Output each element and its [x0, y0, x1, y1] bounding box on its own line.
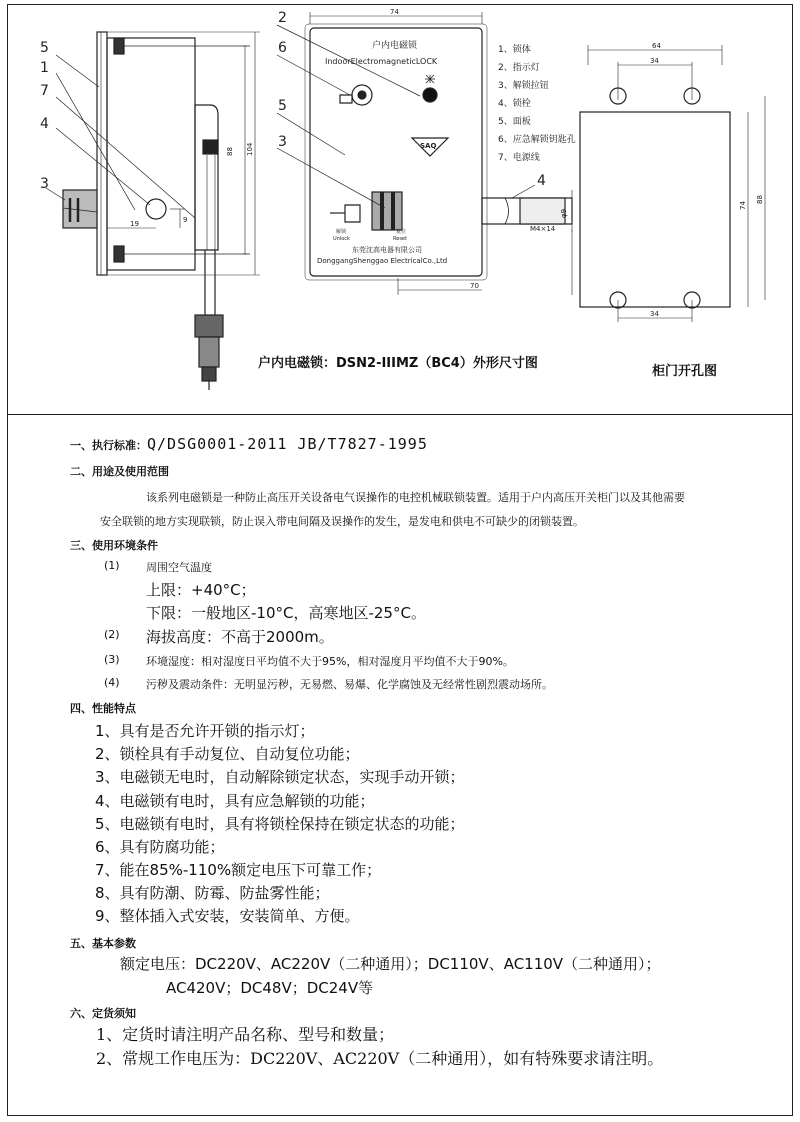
feature-item: 7、能在85%-110%额定电压下可靠工作； [95, 861, 382, 879]
env-item-num: (1) [104, 559, 120, 572]
callout-1: 1 [40, 60, 49, 76]
dim-74-cutout: 74 [739, 201, 747, 210]
logo-text: SAQ [420, 142, 437, 150]
dim-19: 19 [130, 220, 139, 228]
dim-88-side: 88 [226, 147, 234, 156]
caption-dimensions: 户内电磁锁：DSN2-IIIMZ（BC4）外形尺寸图 [258, 356, 538, 371]
dim-phi9: φ9 [560, 208, 568, 218]
caption-cutout: 柜门开孔图 [652, 364, 718, 379]
usage-line-1: 该系列电磁锁是一种防止高压开关设备电气误操作的电控机械联锁装置。适用于户内高压开关柜门以及其他需要 [146, 491, 685, 504]
side-cable-connector [195, 315, 223, 337]
door-cutout [580, 112, 730, 307]
order-note-2: 2、常规工作电压为：DC220V、AC220V（二种通用），如有特殊要求请注明。 [96, 1049, 664, 1068]
panel-title-cn: 户内电磁锁 [372, 41, 418, 51]
callout-3-front: 3 [278, 134, 287, 150]
voltage-line-2: AC420V；DC48V；DC24V等 [166, 979, 374, 997]
side-cover [195, 105, 218, 250]
maker-cn: 东莞沈高电器有限公司 [352, 246, 422, 254]
side-lock-body [107, 38, 195, 270]
voltage-line-1: 额定电压：DC220V、AC220V（二种通用）；DC110V、AC110V（二种通用）； [120, 955, 661, 973]
side-screw-top [114, 38, 124, 54]
callout-4: 4 [40, 116, 49, 132]
section-divider [7, 414, 793, 415]
env-item-text: 下限：一般地区-10°C，高寒地区-25°C。 [146, 604, 426, 622]
section-2-title: 二、用途及使用范围 [70, 465, 169, 478]
indicator-light [423, 88, 437, 102]
section-6-title: 六、定货须知 [70, 1007, 136, 1020]
panel-title-en: IndoorElectromagneticLOCK [325, 57, 438, 66]
feature-item: 1、具有是否允许开锁的指示灯； [95, 722, 315, 740]
dim-104-side: 104 [246, 142, 254, 156]
section-1-title: 一、执行标准： [70, 439, 147, 452]
env-item-num: (4) [104, 676, 120, 689]
reset-label-cn: 复位 [396, 229, 407, 235]
dim-m4: M4×14 [530, 225, 556, 233]
legend-4: 4、锁栓 [498, 99, 531, 109]
env-item-text: 周围空气温度 [146, 561, 212, 574]
usage-line-2: 安全联锁的地方实现联锁，防止误入带电间隔及误操作的发生，是发电和供电不可缺少的闭锁装置。 [100, 515, 584, 528]
dim-70: 70 [470, 282, 479, 290]
dim-74-top: 74 [390, 8, 399, 16]
dim-34-top: 34 [650, 57, 659, 65]
env-item-num: (3) [104, 653, 120, 666]
callout-5-front: 5 [278, 98, 287, 114]
feature-item: 2、锁栓具有手动复位、自动复位功能； [95, 745, 360, 763]
order-note-1: 1、定货时请注明产品名称、型号和数量； [96, 1025, 395, 1044]
dim-64: 64 [652, 42, 661, 50]
callout-4-front: 4 [537, 173, 546, 189]
side-lock-bolt [146, 199, 166, 219]
standard-line [70, 434, 428, 453]
legend-6: 6、应急解锁钥匙孔 [498, 135, 576, 145]
reset-label-en: Reset [393, 236, 407, 242]
feature-item: 6、具有防腐功能； [95, 838, 225, 856]
maker-en: DonggangShenggao ElectricalCo.,Ltd [317, 257, 448, 265]
dim-34-bottom: 34 [650, 310, 659, 318]
feature-item: 8、具有防潮、防霉、防盐雾性能； [95, 884, 330, 902]
legend-1: 1、锁体 [498, 45, 531, 55]
callout-7: 7 [40, 83, 49, 99]
env-item-text: 上限：+40°C； [146, 581, 256, 599]
unlock-knob [372, 192, 402, 230]
section-4-title: 四、性能特点 [70, 702, 136, 715]
unlock-label-cn: 解锁 [336, 229, 347, 235]
legend-5: 5、面板 [498, 117, 531, 127]
callout-5: 5 [40, 40, 49, 56]
dim-9: 9 [183, 216, 188, 224]
env-item-num: (2) [104, 628, 120, 641]
feature-item: 5、电磁锁有电时，具有将锁栓保持在锁定状态的功能； [95, 815, 465, 833]
feature-item: 3、电磁锁无电时，自动解除锁定状态，实现手动开锁； [95, 768, 465, 786]
dim-88-cutout: 88 [756, 195, 764, 204]
env-item-text: 污秽及震动条件：无明显污秽，无易燃、易爆、化学腐蚀及无经常性剧烈震动场所。 [146, 678, 553, 691]
env-item-text: 海拔高度：不高于2000m。 [146, 628, 334, 646]
feature-item: 4、电磁锁有电时，具有应急解锁的功能； [95, 792, 375, 810]
feature-item: 9、整体插入式安装，安装简单、方便。 [95, 907, 360, 925]
callout-3: 3 [40, 176, 49, 192]
side-panel-plate [97, 32, 107, 275]
callout-2-front: 2 [278, 10, 287, 26]
section-3-title: 三、使用环境条件 [70, 539, 158, 552]
env-item-text: 环境湿度：相对湿度日平均值不大于95%，相对湿度月平均值不大于90%。 [146, 655, 514, 668]
standard-value: Q/DSG0001-2011 JB/T7827-1995 [147, 435, 428, 453]
legend-7: 7、电源线 [498, 153, 540, 163]
legend-3: 3、解锁拉钮 [498, 81, 549, 91]
callout-6-front: 6 [278, 40, 287, 56]
section-5-title: 五、基本参数 [70, 937, 136, 950]
unlock-label-en: Unlock [333, 236, 350, 242]
legend-2: 2、指示灯 [498, 63, 540, 73]
side-screw-bottom [114, 246, 124, 262]
